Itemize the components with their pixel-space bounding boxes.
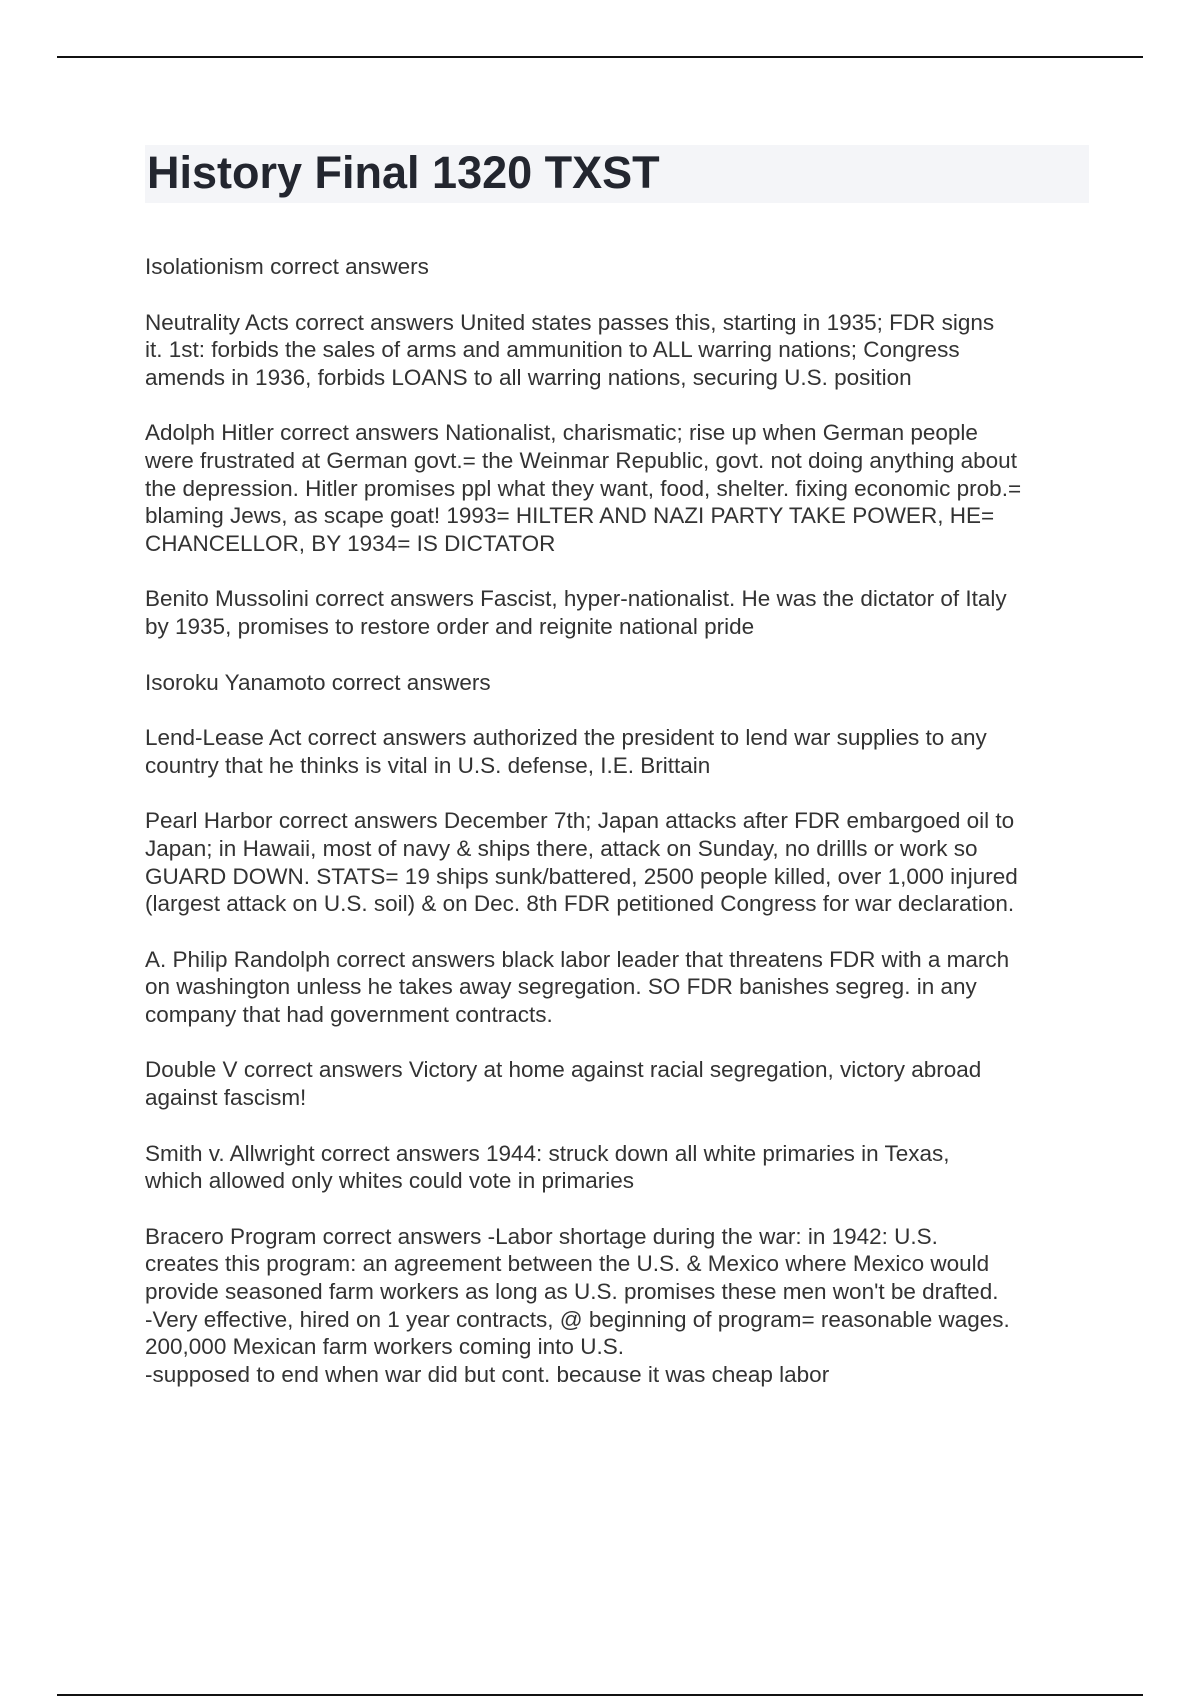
answer-text: December 7th; Japan attacks after FDR embargoed oil to Japan; in Hawaii, most of navy & ships there, attack on Sunday, no drillls or work so GUARD DOWN. STATS= 19 ships sunk/battered, 2500 people killed, over 1,000 injured (largest attack on U.S. soil) & on Dec. 8th FDR petitioned Congress for war declaration. [145, 808, 1018, 917]
top-rule [57, 56, 1143, 58]
flashcard-entry [145, 309, 1095, 392]
term: Bracero Program [145, 1223, 317, 1249]
flashcard-entry [145, 585, 1095, 640]
answer-label: correct answers [295, 309, 454, 335]
term: Pearl Harbor [145, 808, 273, 834]
term: Lend-Lease Act [145, 725, 302, 751]
flashcard-entry [145, 669, 1095, 697]
term: Adolph Hitler [145, 420, 274, 446]
term: A. Philip Randolph [145, 946, 331, 972]
page-title: History Final 1320 TXST [145, 145, 1089, 203]
answer-text: Victory at home against racial segregation, victory abroad against fascism! [145, 1057, 982, 1111]
answer-label: correct answers [307, 725, 467, 751]
flashcard-entry [145, 1056, 1095, 1111]
answer-text: black labor leader that threatens FDR with a march on washington unless he takes away segregation. SO FDR banishes segreg. in any company that had government contracts. [145, 946, 1010, 1027]
answer-label: correct answers [243, 1057, 403, 1083]
flashcard-entry [145, 1223, 1095, 1389]
term: Isoroku Yanamoto [145, 669, 326, 695]
term: Neutrality Acts [145, 309, 289, 335]
answer-text: authorized the president to lend war supplies to any country that he thinks is vital in U.S. defense, I.E. Brittain [145, 725, 987, 778]
flashcard-entry [145, 419, 1095, 557]
answer-label: correct answers [270, 254, 429, 279]
bottom-rule [57, 1694, 1143, 1696]
answer-label: correct answers [331, 669, 491, 695]
term: Benito Mussolini [145, 586, 309, 612]
answer-text: 1944: struck down all white primaries in Texas, which allowed only whites could vote in primaries [145, 1140, 950, 1194]
answer-label: correct answers [280, 420, 439, 446]
answer-label: correct answers [336, 946, 496, 972]
answer-text: Nationalist, charismatic; rise up when German people were frustrated at German govt.= the Weinmar Republic, govt. not doing anything about the depression. Hitler promises ppl what they want, food, shelter. fixing economic prob.= blaming Jews, as scape goat! 1993= HILTER AND NAZI PARTY TAKE POWER, HE= CHANCELLOR, BY 1934= IS DICTATOR [145, 420, 1022, 556]
term: Isolationism [145, 254, 264, 279]
answer-label: correct answers [322, 1223, 482, 1249]
answer-text: Fascist, hyper-nationalist. He was the dictator of Italy by 1935, promises to restore order and reignite national pride [145, 586, 1007, 639]
flashcard-entry [145, 253, 1095, 281]
flashcard-entry [145, 1140, 1095, 1195]
answer-text: United states passes this, starting in 1935; FDR signs it. 1st: forbids the sales of arms and ammunition to ALL warring nations; Congress amends in 1936, forbids LOANS to all warring nations, securing U.S. position [145, 309, 995, 390]
answer-label: correct answers [278, 808, 438, 834]
flashcard-list [145, 253, 1095, 1416]
flashcard-entry [145, 946, 1095, 1029]
answer-label: correct answers [320, 1140, 480, 1166]
flashcard-entry [145, 807, 1095, 917]
answer-label: correct answers [315, 586, 474, 612]
term: Smith v. Allwright [145, 1140, 315, 1166]
answer-text: -Labor shortage during the war: in 1942: U.S. creates this program: an agreement between the U.S. & Mexico where Mexico would provide seasoned farm workers as long as U.S. promises these men won't be drafted. -Very effective, hired on 1 year contracts, @ beginning of program= reasonable wages. 200,000 Mexican farm workers coming into U.S. -supposed to end when war did but cont. because it was cheap labor [145, 1223, 1010, 1387]
flashcard-entry [145, 724, 1095, 779]
term: Double V [145, 1057, 238, 1083]
